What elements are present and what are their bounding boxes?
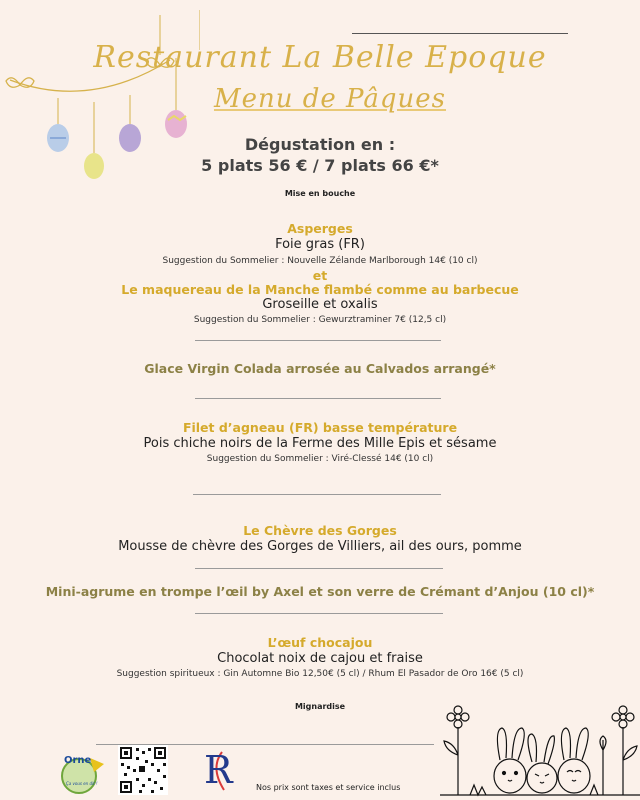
dessert-title: L’œuf chocajou: [267, 635, 373, 650]
course-1-desc: Foie gras (FR): [275, 237, 365, 252]
bunnies-and-flowers: [440, 700, 640, 800]
top-rule: [352, 33, 568, 34]
orne-logo: Orne Ça vous en dit !: [52, 750, 112, 794]
dessert-pairing: Suggestion spiritueux : Gin Automne Bio 12,50€ (5 cl) / Rhum El Pasador de Oro 16€ (5 cl): [116, 669, 524, 679]
divider: [195, 340, 441, 341]
divider: [195, 613, 443, 614]
degustation-line-1: Dégustation en :: [244, 135, 396, 154]
mignardise: Mignardise: [294, 702, 346, 711]
divider: [195, 568, 443, 569]
divider: [193, 494, 441, 495]
bow-icon: [6, 78, 34, 87]
pre-dessert: Mini-agrume en trompe l’œil by Axel et son verre de Crémant d’Anjou (10 cl)*: [45, 584, 595, 599]
dessert-desc: Chocolat noix de cajou et fraise: [217, 651, 423, 666]
flower-icon: [444, 706, 469, 795]
divider: [195, 398, 441, 399]
course-1-pairing: Suggestion du Sommelier : Nouvelle Zélande Marlborough 14€ (10 cl): [162, 256, 478, 266]
course-2-title: Le maquereau de la Manche flambé comme au barbecue: [121, 282, 519, 297]
degustation-prices: 5 plats 56 € / 7 plats 66 €*: [201, 156, 439, 175]
course-4-title: Le Chèvre des Gorges: [243, 523, 397, 538]
restaurant-title: Restaurant La Belle Epoque: [93, 40, 547, 75]
course-2-desc: Groseille et oxalis: [262, 297, 378, 312]
course-3-pairing: Suggestion du Sommelier : Viré-Clessé 14€ (10 cl): [206, 454, 434, 464]
course-4-desc: Mousse de chèvre des Gorges de Villiers, ail des ours, pomme: [118, 539, 522, 554]
course-3-title: Filet d’agneau (FR) basse température: [182, 420, 458, 435]
prices-note: Nos prix sont taxes et service inclus: [256, 783, 401, 792]
intermezzo: Glace Virgin Colada arrosée au Calvados arrangé*: [144, 361, 496, 376]
r-logo: R: [204, 748, 233, 792]
course-1-title: Asperges: [287, 221, 353, 236]
bunny-icon: [494, 728, 526, 793]
conjunction-et: et: [312, 268, 328, 283]
course-2-pairing: Suggestion du Sommelier : Gewurztraminer 7€ (12,5 cl): [193, 315, 447, 325]
amuse-bouche: Mise en bouche: [284, 189, 356, 198]
menu-subtitle: Menu de Pâques: [213, 84, 446, 114]
course-3-desc: Pois chiche noirs de la Ferme des Mille Epis et sésame: [143, 436, 497, 451]
qr-code: [118, 745, 168, 795]
